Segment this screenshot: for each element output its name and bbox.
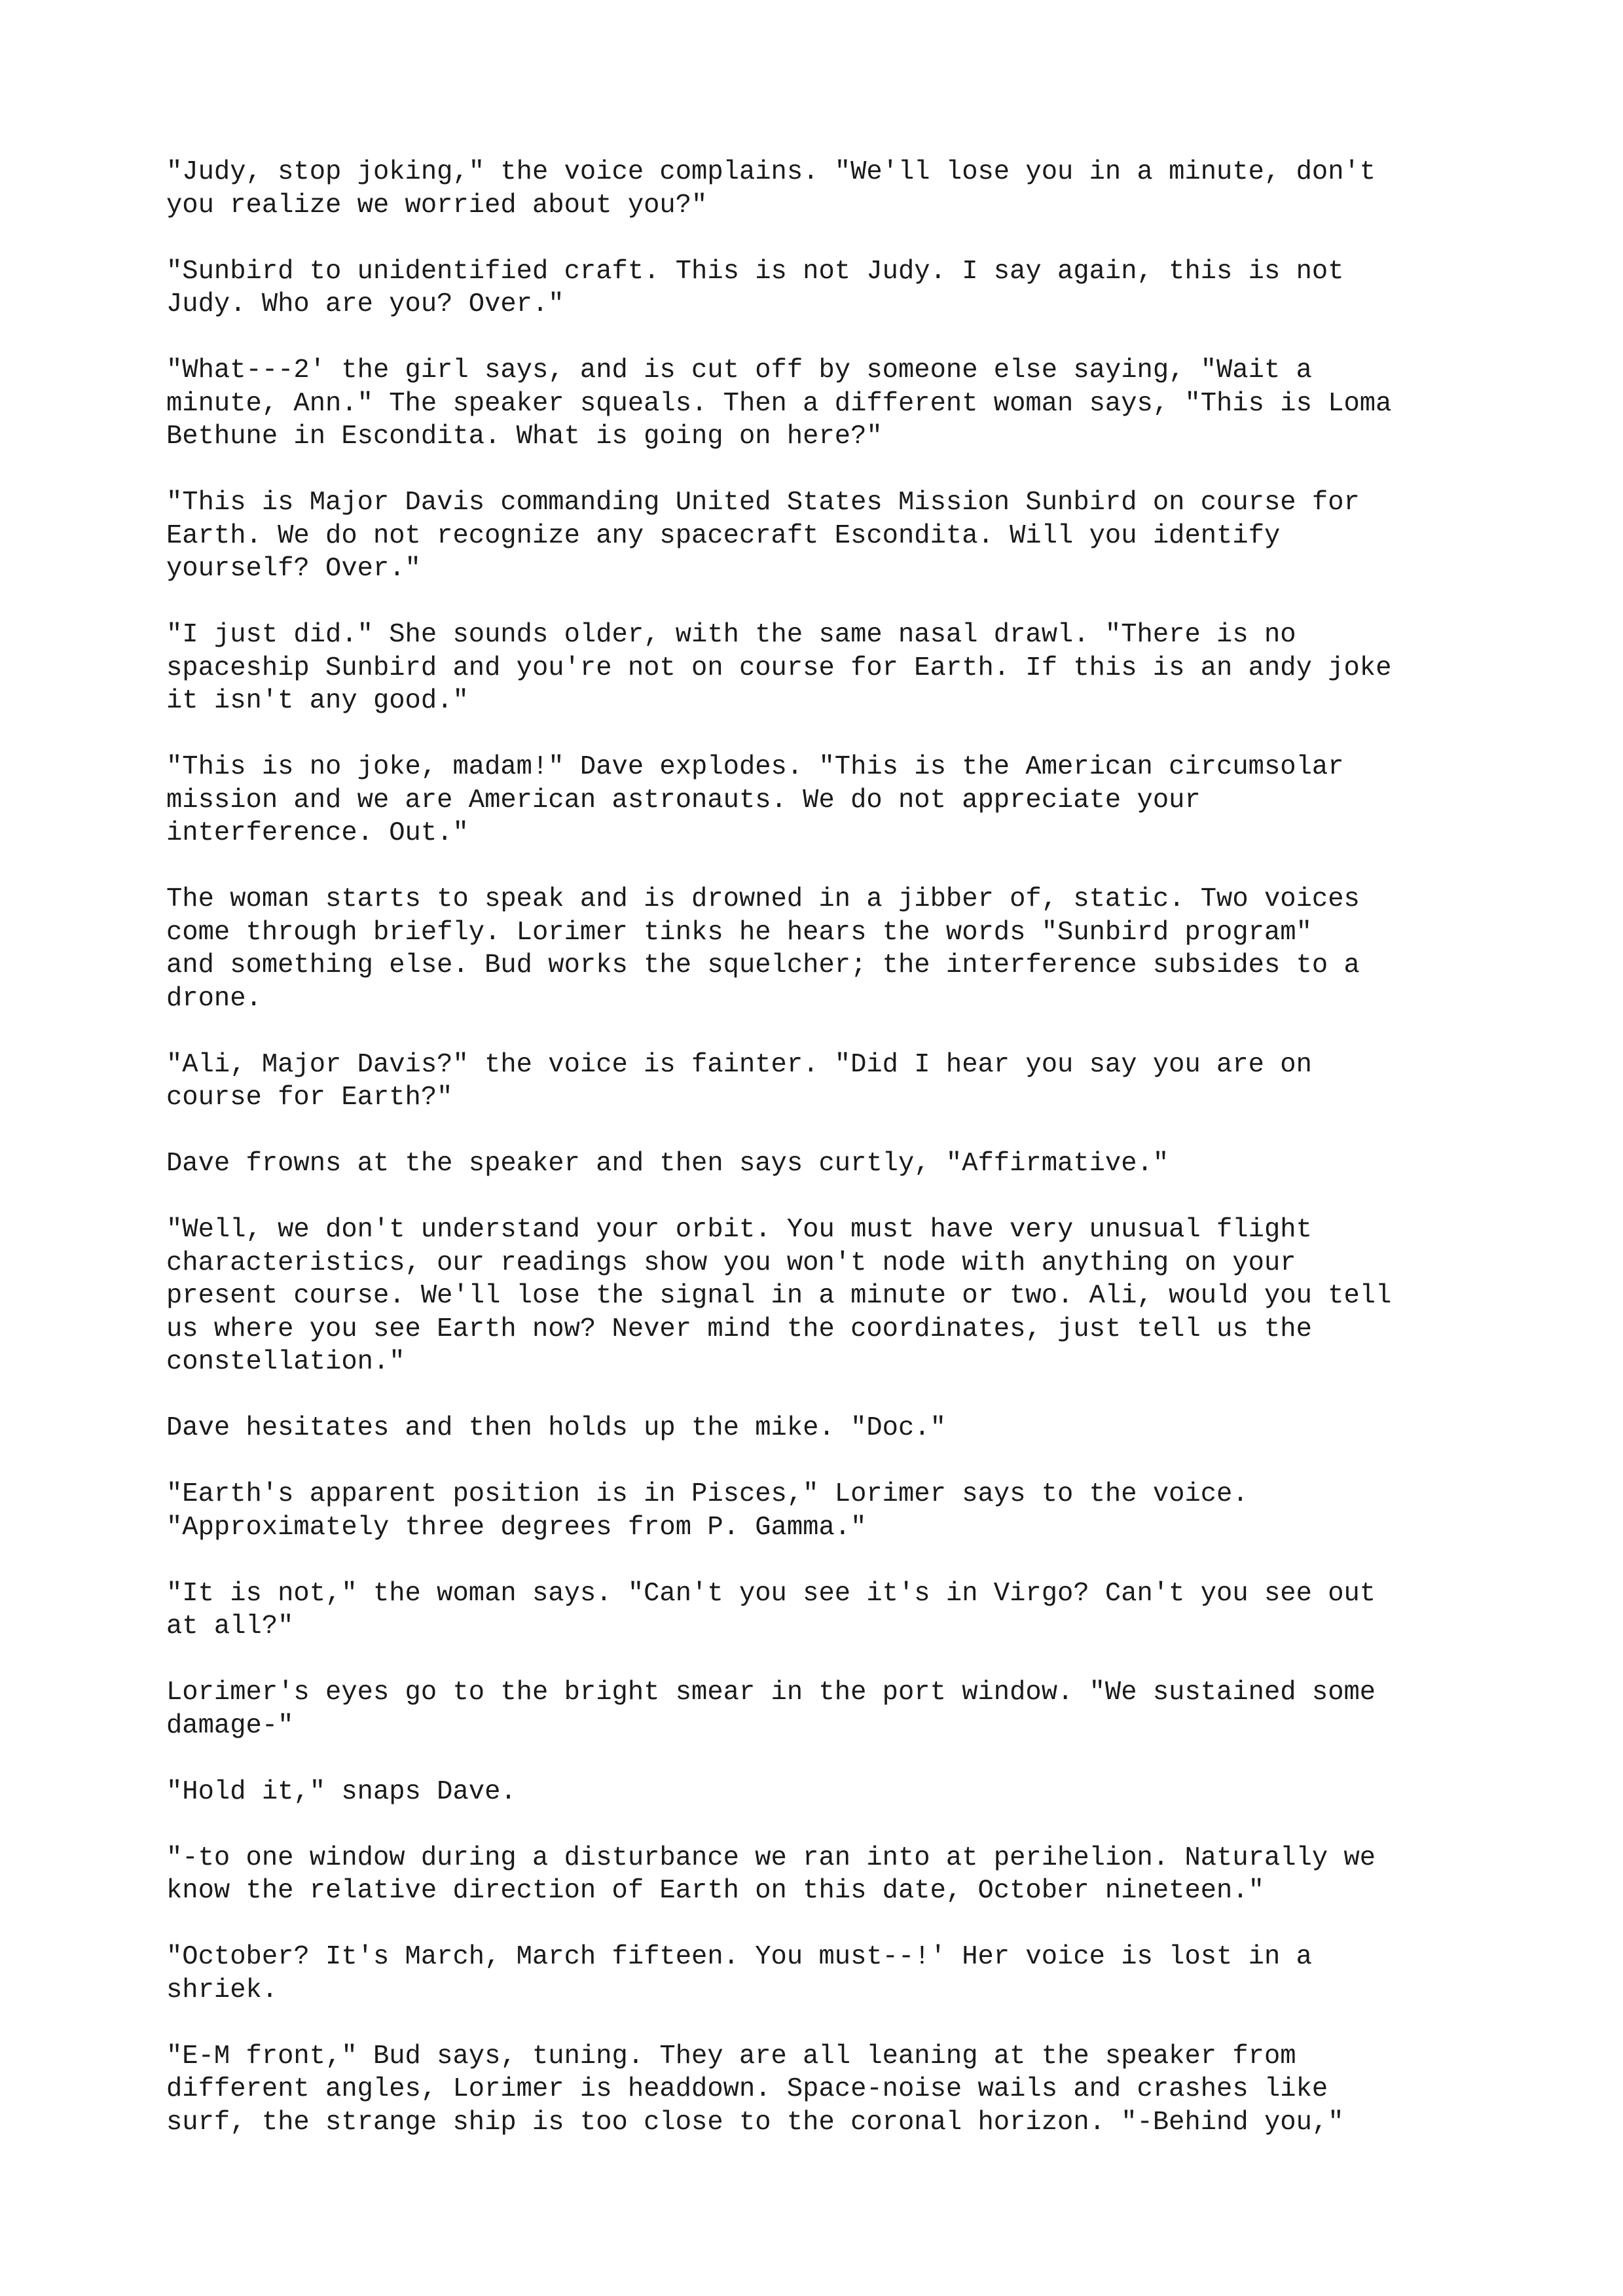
text-line: "Well, we don't understand your orbit. You must have very unusual flight (166, 1215, 1312, 1245)
paragraph (166, 1213, 1482, 1379)
text-line: interference. Out." (166, 818, 469, 848)
text-line: at all?" (166, 1611, 294, 1641)
text-line: "Sunbird to unidentified craft. This is not Judy. I say again, this is not (166, 256, 1344, 287)
text-line: The woman starts to speak and is drowned in a jibber of, static. Two voices (166, 884, 1360, 914)
text-line: shriek. (166, 1975, 278, 2005)
paragraph (166, 1776, 1482, 1809)
paragraph (166, 1941, 1482, 2007)
text-line: Earth. We do not recognize any spacecraft Escondita. Will you identify (166, 520, 1281, 551)
paragraph (166, 1842, 1482, 1908)
text-line: "This is no joke, madam!" Dave explodes. "This is the American circumsolar (166, 752, 1344, 782)
text-line: course for Earth?" (166, 1083, 453, 1113)
paragraph (166, 255, 1482, 321)
paragraph (166, 354, 1482, 454)
text-line: Dave frowns at the speaker and then says curtly, "Affirmative." (166, 1149, 1169, 1179)
paragraph (166, 156, 1482, 222)
paragraph (166, 1676, 1482, 1742)
paragraph (166, 883, 1482, 1015)
text-line: "It is not," the woman says. "Can't you see it's in Virgo? Can't you see out (166, 1578, 1376, 1609)
text-line: know the relative direction of Earth on this date, October nineteen." (166, 1876, 1264, 1906)
paragraph (166, 619, 1482, 718)
text-line: Judy. Who are you? Over." (166, 289, 564, 319)
text-line: surf, the strange ship is too close to the coronal horizon. "-Behind you," (166, 2107, 1344, 2138)
text-line: "This is Major Davis commanding United States Mission Sunbird on course for (166, 488, 1360, 518)
text-line: "Ali, Major Davis?" the voice is fainter. "Did I hear you say you are on (166, 1049, 1312, 1080)
text-line: different angles, Lorimer is headdown. Space-noise wails and crashes like (166, 2074, 1328, 2104)
text-line: Bethune in Escondita. What is going on here?" (166, 422, 883, 452)
paragraph (166, 1412, 1482, 1445)
text-line: and something else. Bud works the squelcher; the interference subsides to a (166, 950, 1360, 980)
text-line: mission and we are American astronauts. We do not appreciate your (166, 785, 1201, 816)
text-line: present course. We'll lose the signal in a minute or two. Ali, would you tell (166, 1281, 1392, 1311)
text-line: you realize we worried about you?" (166, 190, 708, 221)
paragraph (166, 1577, 1482, 1643)
text-line: "Approximately three degrees from P. Gamma." (166, 1512, 867, 1543)
text-line: damage-" (166, 1710, 294, 1741)
text-line: "E-M front," Bud says, tuning. They are all leaning at the speaker from (166, 2041, 1296, 2072)
text-line: "October? It's March, March fifteen. You must--!' Her voice is lost in a (166, 1942, 1312, 1972)
text-line: "Judy, stop joking," the voice complains. "We'll lose you in a minute, don't (166, 157, 1376, 187)
text-line: "-to one window during a disturbance we ran into at perihelion. Naturally we (166, 1842, 1376, 1873)
text-line: "What---2' the girl says, and is cut off by someone else saying, "Wait a (166, 355, 1312, 386)
text-line: spaceship Sunbird and you're not on course for Earth. If this is an andy joke (166, 653, 1392, 683)
text-line: come through briefly. Lorimer tinks he hears the words "Sunbird program" (166, 917, 1312, 948)
text-line: characteristics, our readings show you won't node with anything on your (166, 1247, 1296, 1278)
text-line: Dave hesitates and then holds up the mike. "Doc." (166, 1413, 946, 1443)
paragraph (166, 1478, 1482, 1544)
paragraph (166, 1049, 1482, 1115)
paragraph (166, 1147, 1482, 1181)
paragraph (166, 751, 1482, 850)
paragraph (166, 2040, 1482, 2140)
text-line: drone. (166, 983, 262, 1014)
document-page (166, 156, 1482, 2172)
text-line: yourself? Over." (166, 554, 421, 584)
text-line: it isn't any good." (166, 686, 469, 716)
paragraph (166, 486, 1482, 586)
text-line: "Hold it," snaps Dave. (166, 1776, 517, 1807)
text-line: "Earth's apparent position is in Pisces," Lorimer says to the voice. (166, 1479, 1249, 1509)
text-line: minute, Ann." The speaker squeals. Then a different woman says, "This is Loma (166, 388, 1392, 419)
text-line: "I just did." She sounds older, with the same nasal drawl. "There is no (166, 620, 1296, 650)
text-line: constellation." (166, 1347, 405, 1377)
text-line: us where you see Earth now? Never mind the coordinates, just tell us the (166, 1314, 1312, 1344)
text-line: Lorimer's eyes go to the bright smear in the port window. "We sustained some (166, 1677, 1376, 1708)
